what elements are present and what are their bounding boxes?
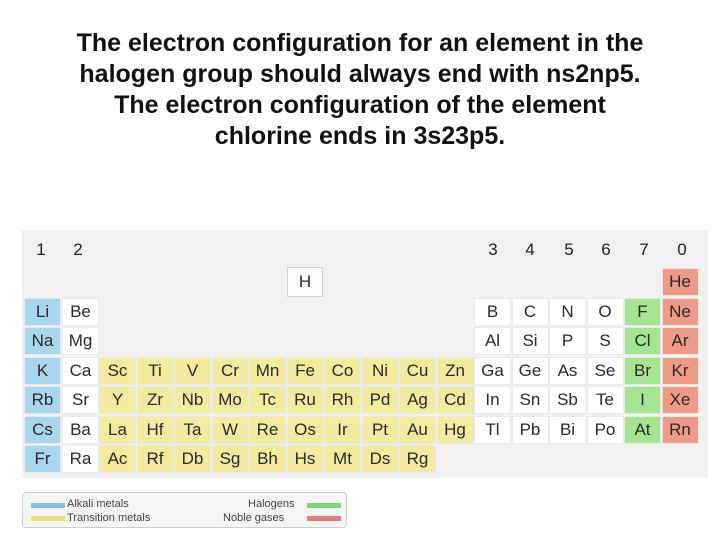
element-cell-sb: Sb [549,386,586,414]
element-cell-ag: Ag [399,386,436,414]
element-cell-po: Po [587,416,624,444]
element-cell-mg: Mg [62,327,99,355]
element-cell-bi: Bi [549,416,586,444]
element-cell-hs: Hs [287,445,324,473]
element-cell-n: N [549,298,586,326]
legend [22,492,347,528]
slide-title [20,28,700,152]
element-cell-as: As [549,357,586,385]
element-cell-rb: Rb [24,386,61,414]
element-cell-ti: Ti [137,357,174,385]
legend-label-transition: Transition metals [67,512,151,524]
element-cell-os: Os [287,416,324,444]
element-cell-sg: Sg [212,445,249,473]
element-cell-rg: Rg [399,445,436,473]
element-cell-cl: Cl [624,327,661,355]
element-cell-cr: Cr [212,357,249,385]
element-cell-ba: Ba [62,416,99,444]
element-cell-re: Re [249,416,286,444]
group-label-3: 3 [488,240,498,259]
element-cell-na: Na [24,327,61,355]
element-cell-tc: Tc [249,386,286,414]
element-cell-bh: Bh [249,445,286,473]
element-cell-ca: Ca [62,357,99,385]
title-line-1: The electron configuration for an element in the [76,29,644,57]
legend-swatch-transition [31,516,65,521]
element-cell-w: W [212,416,249,444]
legend-swatch-alkali [31,503,65,508]
element-cell-zn: Zn [437,357,474,385]
element-cell-zr: Zr [137,386,174,414]
element-cell-k: K [24,357,61,385]
element-cell-b: B [474,298,511,326]
element-cell-se: Se [587,357,624,385]
element-cell-sr: Sr [62,386,99,414]
element-cell-pb: Pb [512,416,549,444]
element-cell-rh: Rh [324,386,361,414]
group-label-2: 2 [73,240,83,259]
element-cell-fe: Fe [287,357,324,385]
legend-label-halogens: Halogens [248,498,295,510]
element-cell-s: S [587,327,624,355]
element-cell-rn: Rn [662,416,699,444]
element-cell-te: Te [587,386,624,414]
element-cell-i: I [624,386,661,414]
element-cell-la: La [99,416,136,444]
element-cell-v: V [174,357,211,385]
element-cell-sc: Sc [99,357,136,385]
element-cell-y: Y [99,386,136,414]
element-cell-c: C [512,298,549,326]
group-label-6: 6 [601,240,611,259]
element-cell-au: Au [399,416,436,444]
group-label-0: 0 [677,240,687,259]
group-label-7: 7 [639,240,649,259]
element-cell-mn: Mn [249,357,286,385]
periodic-table [22,230,708,478]
element-cell-mt: Mt [324,445,361,473]
legend-label-alkali: Alkali metals [67,498,129,510]
element-cell-he: He [662,268,699,296]
element-cell-cu: Cu [399,357,436,385]
element-cell-al: Al [474,327,511,355]
element-cell-at: At [624,416,661,444]
element-cell-hg: Hg [437,416,474,444]
element-cell-ge: Ge [512,357,549,385]
element-cell-xe: Xe [662,386,699,414]
element-cell-h: H [287,267,323,297]
title-line-2: halogen group should always end with ns2np5. [79,60,641,88]
group-label-1: 1 [36,240,46,259]
element-cell-hf: Hf [137,416,174,444]
element-cell-ra: Ra [62,445,99,473]
element-cell-br: Br [624,357,661,385]
element-cell-ne: Ne [662,298,699,326]
element-cell-ds: Ds [362,445,399,473]
element-cell-ni: Ni [362,357,399,385]
element-cell-p: P [549,327,586,355]
element-cell-co: Co [324,357,361,385]
legend-label-noble: Noble gases [223,512,285,524]
element-cell-nb: Nb [174,386,211,414]
element-cell-sn: Sn [512,386,549,414]
element-cell-pt: Pt [362,416,399,444]
title-line-3: The electron configuration of the element [114,91,606,119]
legend-swatch-halogens [307,503,341,508]
element-cell-ir: Ir [324,416,361,444]
element-cell-fr: Fr [24,445,61,473]
element-cell-kr: Kr [662,357,699,385]
element-cell-li: Li [24,298,61,326]
group-label-5: 5 [564,240,574,259]
group-label-4: 4 [525,240,535,259]
element-cell-pd: Pd [362,386,399,414]
element-cell-cd: Cd [437,386,474,414]
element-cell-rf: Rf [137,445,174,473]
legend-swatch-noble [307,516,341,521]
element-cell-db: Db [174,445,211,473]
element-cell-si: Si [512,327,549,355]
element-cell-ar: Ar [662,327,699,355]
element-cell-f: F [624,298,661,326]
element-cell-in: In [474,386,511,414]
title-line-4: chlorine ends in 3s23p5. [214,122,506,150]
element-cell-o: O [587,298,624,326]
element-cell-tl: Tl [474,416,511,444]
element-cell-be: Be [62,298,99,326]
element-cell-ga: Ga [474,357,511,385]
element-cell-ru: Ru [287,386,324,414]
element-cell-cs: Cs [24,416,61,444]
element-cell-ta: Ta [174,416,211,444]
element-cell-mo: Mo [212,386,249,414]
element-cell-ac: Ac [99,445,136,473]
